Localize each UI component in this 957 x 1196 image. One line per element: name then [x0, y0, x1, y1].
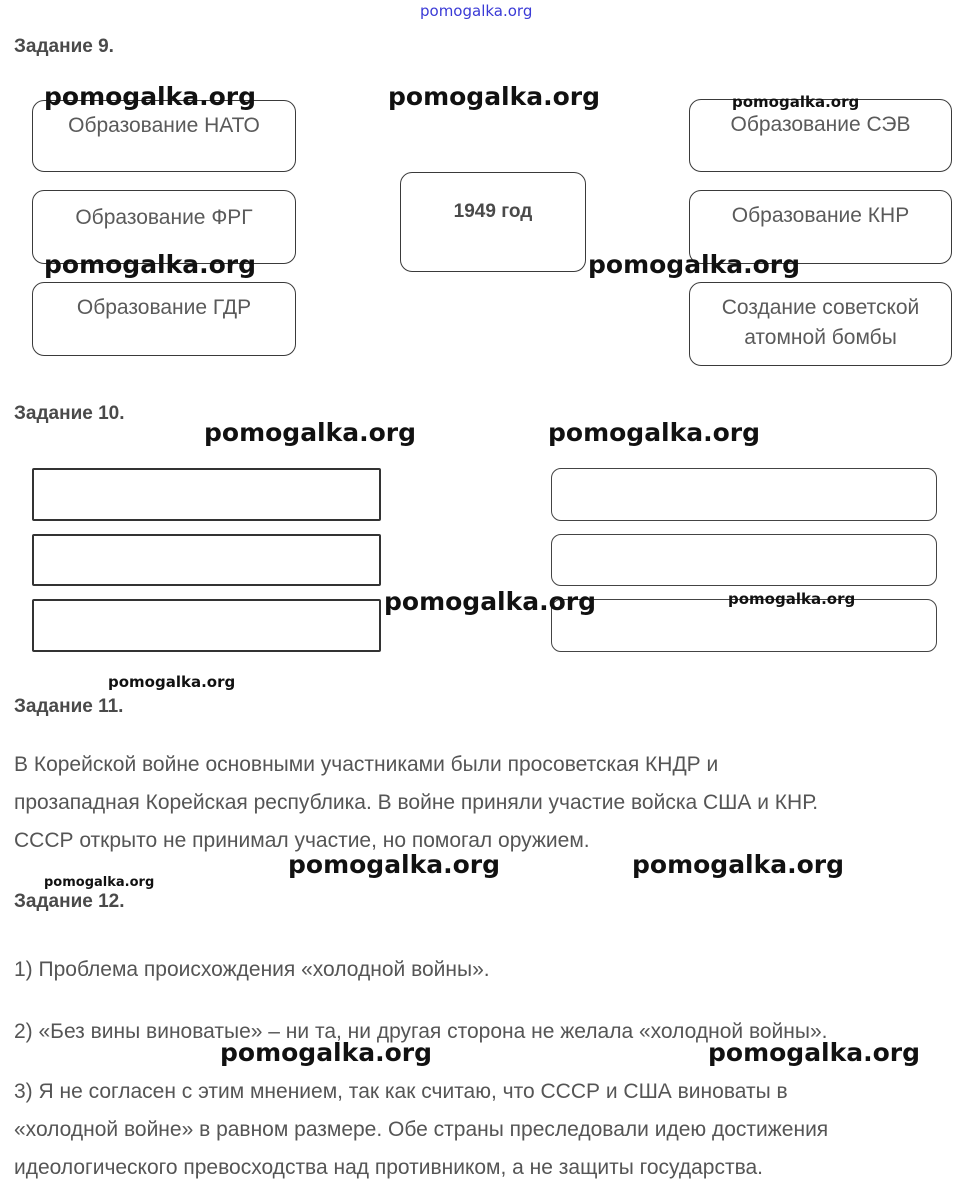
watermark: pomogalka.org [44, 250, 257, 279]
task9-right-text-1: Образование СЭВ [730, 113, 911, 136]
watermark: pomogalka.org [108, 673, 236, 691]
task11-text [14, 746, 944, 860]
watermark: pomogalka.org [632, 850, 845, 879]
watermark: pomogalka.org [708, 1038, 921, 1067]
task11-line-2: прозападная Корейская республика. В войне приняли участие войска США и КНР. [14, 791, 819, 814]
task10-left-box-3 [32, 599, 381, 652]
watermark: pomogalka.org [384, 587, 597, 616]
task11-heading: Задание 11. [14, 696, 124, 717]
watermark: pomogalka.org [732, 93, 860, 111]
watermark: pomogalka.org [588, 250, 801, 279]
task11-line-3: СССР открыто не принимал участие, но помогал оружием. [14, 829, 590, 852]
task9-right-text-3: Создание советской атомной бомбы [721, 296, 920, 349]
watermark: pomogalka.org [44, 875, 155, 890]
task12-p3-line-3: идеологического превосходства над противником, а не защиты государства. [14, 1156, 763, 1179]
task11-line-1: В Корейской войне основными участниками были просоветская КНДР и [14, 753, 719, 776]
task9-heading: Задание 9. [14, 36, 114, 57]
task12-p3-line-2: «холодной войне» в равном размере. Обе страны преследовали идею достижения [14, 1118, 829, 1141]
task12-p1: 1) Проблема происхождения «холодной войны». [14, 958, 490, 981]
task9-center-box [400, 172, 586, 272]
watermark: pomogalka.org [288, 850, 501, 879]
task12-heading: Задание 12. [14, 891, 125, 912]
task10-heading: Задание 10. [14, 403, 125, 424]
task10-left-box-1 [32, 468, 381, 521]
watermark: pomogalka.org [728, 590, 856, 608]
watermark: pomogalka.org [388, 82, 601, 111]
watermark: pomogalka.org [220, 1038, 433, 1067]
task10-right-box-1 [551, 468, 937, 521]
watermark: pomogalka.org [204, 418, 417, 447]
task9-center-text: 1949 год [453, 201, 533, 222]
task9-left-text-3: Образование ГДР [76, 296, 252, 319]
watermark: pomogalka.org [548, 418, 761, 447]
watermark: pomogalka.org [44, 82, 257, 111]
watermark-top: pomogalka.org [420, 2, 533, 20]
task9-left-text-2: Образование ФРГ [75, 206, 253, 229]
task10-right-box-2 [551, 534, 937, 586]
task9-right-text-2: Образование КНР [731, 204, 910, 227]
task12-p3-line-1: 3) Я не согласен с этим мнением, так как считаю, что СССР и США виноваты в [14, 1080, 788, 1103]
task9-left-text-1: Образование НАТО [68, 114, 260, 137]
task10-left-box-2 [32, 534, 381, 586]
task9-left-box-3 [32, 282, 296, 356]
task12-p3 [14, 1073, 944, 1187]
task9-right-box-3 [689, 282, 952, 366]
task12-p2: 2) «Без вины виноватые» – ни та, ни другая сторона не желала «холодной войны». [14, 1020, 828, 1043]
